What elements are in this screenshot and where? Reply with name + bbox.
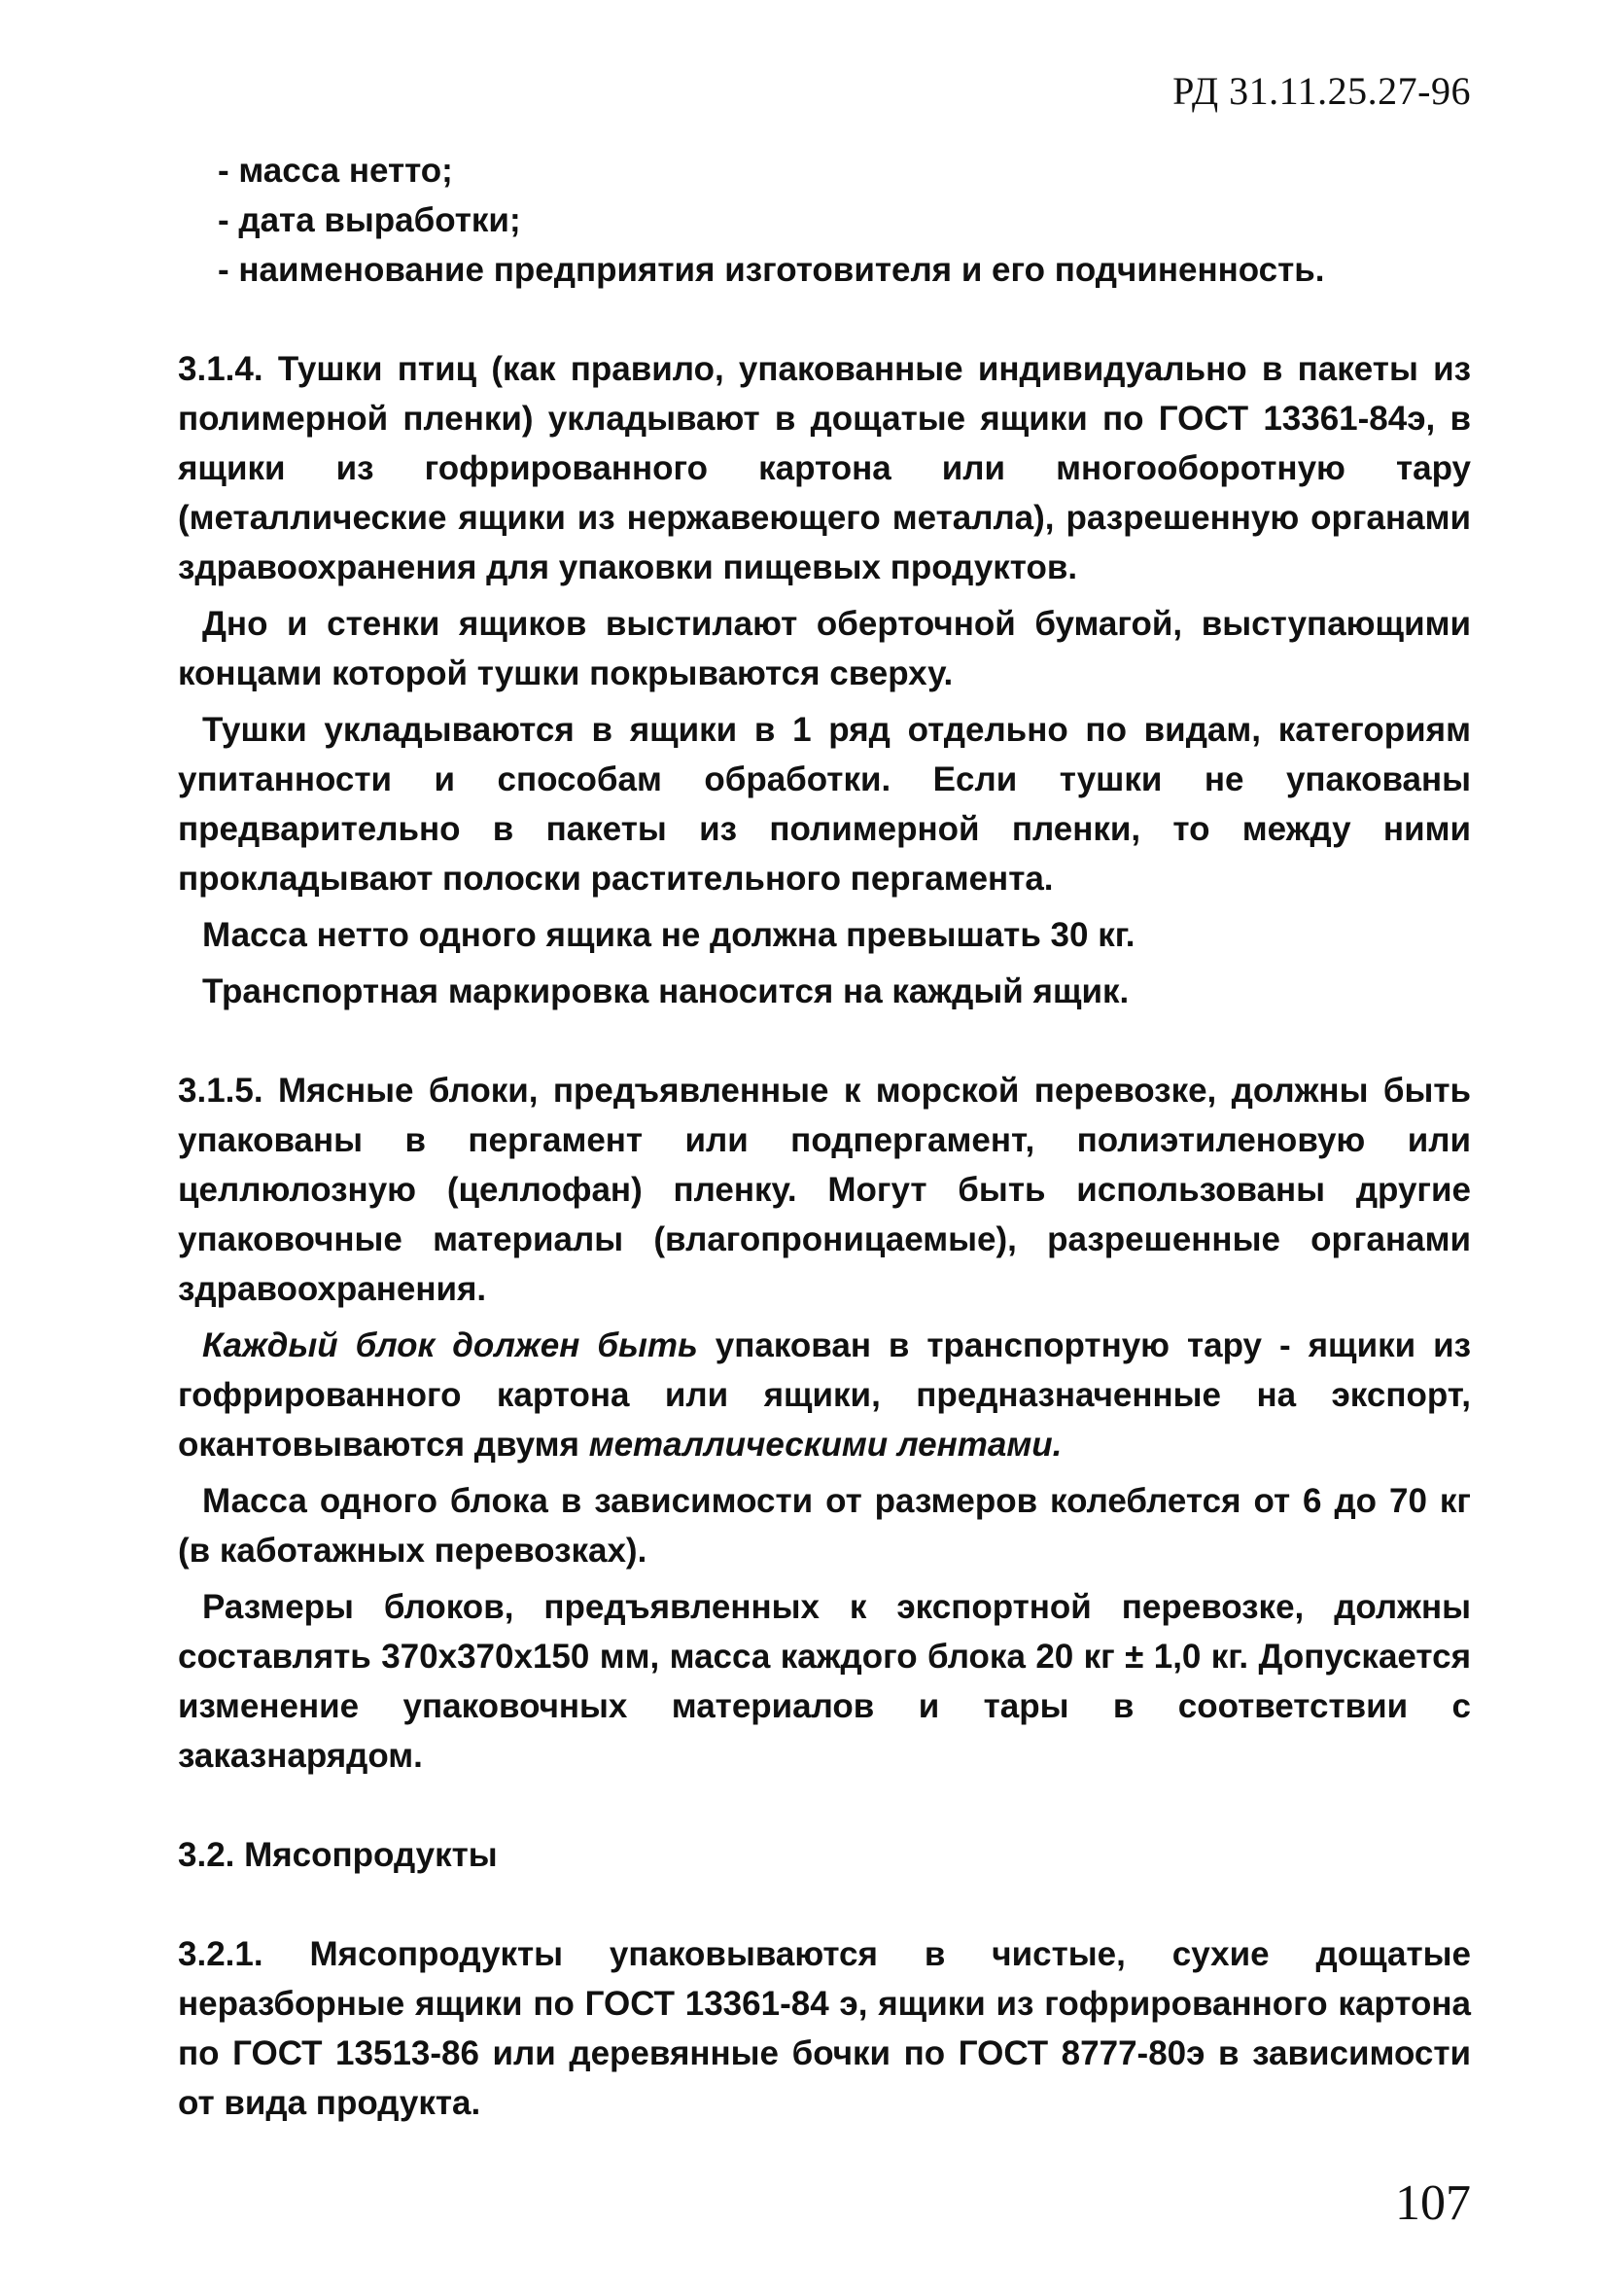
paragraph-3-1-4-stacking: Тушки укладываются в ящики в 1 ряд отдельно по видам, категориям упитанности и способам обработки. Если тушки не упакованы предварительно в пакеты из полимерной пленки, то между ними прокладывают полоски растительного пергамента. <box>178 711 1471 898</box>
paragraph-3-1-5-dimensions: Размеры блоков, предъявленных к экспортной перевозке, должны составлять 370х370х150 мм, масса каждого блока 20 кг ± 1,0 кг. Допускается изменение упаковочных материалов и тары в соответствии с заказнарядом. <box>178 1588 1471 1775</box>
section-heading-3-2: 3.2. Мясопродукты <box>178 1836 498 1874</box>
paragraph-3-1-4-lining: Дно и стенки ящиков выстилают оберточной бумагой, выступающими концами которой тушки покрываются сверху. <box>178 605 1471 692</box>
paragraph-3-1-5-packaging-text: упакован в транспортную тару - ящики из гофрированного картона или ящики, предназначенные на экспорт, окантовываются двумя <box>178 1326 1471 1464</box>
paragraph-3-1-5-block-mass: Масса одного блока в зависимости от размеров колеблется от 6 до 70 кг (в каботажных перевозках). <box>178 1482 1471 1570</box>
paragraph-3-1-4-marking: Транспортная маркировка наносится на каждый ящик. <box>202 972 1130 1010</box>
page-number: 107 <box>1395 2175 1471 2231</box>
list-item-manufacturer-name: - наименование предприятия изготовителя и его подчиненность. <box>218 251 1325 289</box>
paragraph-3-1-5-packaging <box>178 1321 1471 1469</box>
paragraph-3-1-4-box-mass: Масса нетто одного ящика не должна превышать 30 кг. <box>202 916 1135 954</box>
document-body <box>178 146 1471 2128</box>
paragraph-3-1-4: 3.1.4. Тушки птиц (как правило, упакованные индивидуально в пакеты из полимерной пленки) укладывают в дощатые ящики по ГОСТ 13361-84э, в ящики из гофрированного картона или многооборотную тару (металлические ящики из нержавеющего металла), разрешенную органами здравоохранения для упаковки пищевых продуктов. <box>178 350 1471 586</box>
paragraph-3-1-5-packaging-italic-start: Каждый блок должен быть <box>202 1326 698 1364</box>
paragraph-3-1-5: 3.1.5. Мясные блоки, предъявленные к морской перевозке, должны быть упакованы в пергамент или подпергамент, полиэтиленовую или целлюлозную (целлофан) пленку. Могут быть использованы другие упаковочные материалы (влагопроницаемые), разрешенные органами здравоохранения. <box>178 1072 1471 1308</box>
list-item-production-date: - дата выработки; <box>218 201 521 239</box>
paragraph-3-1-5-packaging-italic-end: металлическими лентами. <box>588 1426 1063 1464</box>
paragraph-3-2-1: 3.2.1. Мясопродукты упаковываются в чистые, сухие дощатые неразборные ящики по ГОСТ 13361-84 э, ящики из гофрированного картона по ГОСТ 13513-86 или деревянные бочки по ГОСТ 8777-80э в зависимости от вида продукта. <box>178 1935 1471 2122</box>
document-code-header: РД 31.11.25.27-96 <box>1172 69 1471 113</box>
list-item-net-mass: - масса нетто; <box>218 152 453 190</box>
